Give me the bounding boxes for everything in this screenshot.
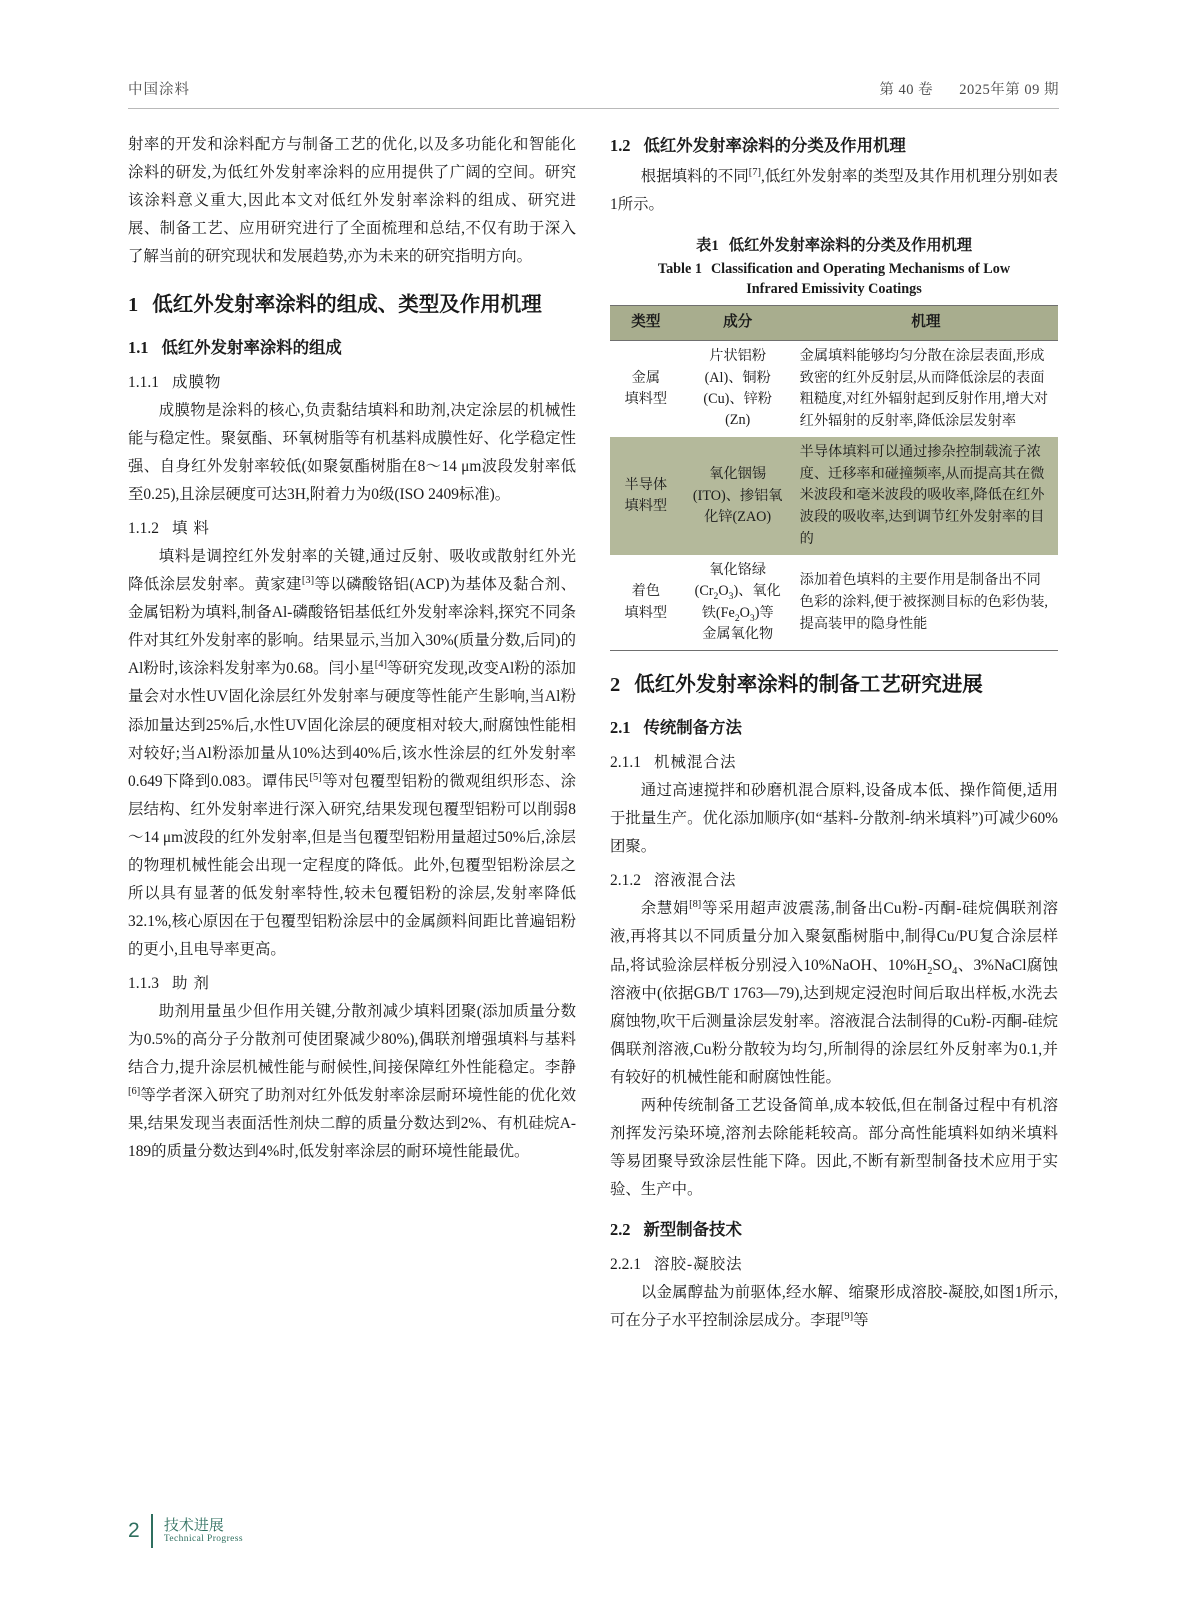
cell-mechanism: 金属填料能够均匀分散在涂层表面,形成致密的红外反射层,从而降低涂层的表面粗糙度,对红外辐射起到反射作用,增大对红外辐射的反射率,降低涂层发射率 — [799, 347, 1048, 429]
journal-name: 中国涂料 — [128, 82, 190, 98]
table-row — [610, 437, 1058, 555]
table-title-en-line1: Classification and Operating Mechanisms of Low — [710, 260, 1011, 277]
right-column — [610, 131, 1058, 1335]
classification-table — [610, 305, 1058, 651]
table-title-en-line2: Infrared Emissivity Coatings — [746, 280, 922, 297]
issue-info — [857, 78, 1059, 99]
section-title: 低红外发射率涂料的组成、类型及作用机理 — [152, 294, 542, 317]
subsection-heading-2-2 — [610, 1215, 1058, 1245]
footer-section-cn: 技术进展 — [163, 1516, 224, 1534]
volume-label: 第 40 卷 — [879, 82, 934, 98]
subsubsection-heading-1-1-2 — [128, 515, 576, 543]
table-header-row — [610, 306, 1058, 341]
subsubsection-heading-2-1-2 — [610, 867, 1058, 895]
subsubsection-heading-1-1-3 — [128, 970, 576, 998]
cell-composition: 氧化铟锡 (ITO)、掺铝氧 化锌(ZAO) — [682, 437, 794, 555]
subsection-heading-1-1 — [128, 333, 576, 363]
table-title-cn: 低红外发射率涂料的分类及作用机理 — [728, 236, 972, 254]
footer-section-en: Technical Progress — [163, 1533, 243, 1544]
paragraph-additive: 助剂用量虽少但作用关键,分散剂减少填料团聚(添加质量分数为0.5%的高分子分散剂可使团聚减少80%),偶联剂增强填料与基料结合力,提升涂层机械性能与耐候性,间接保障红外性能稳定。李静[6]等学者深入研究了助剂对红外低发射率涂层耐环境性能的优化效果,结果发现当表面活性剂炔二醇的质量分数达到2%、有机硅烷A-189的质量分数达到4%时,低发射率涂层的耐环境性能最优。 — [128, 1002, 576, 1161]
column-header-type: 类型 — [610, 306, 682, 341]
subsection-number: 1.2 — [610, 136, 631, 155]
footer-section — [164, 1517, 243, 1546]
table-row — [610, 340, 1058, 437]
subsubsection-title: 溶胶-凝胶法 — [654, 1255, 743, 1273]
section-number: 1 — [128, 294, 139, 317]
paragraph-film-former: 成膜物是涂料的核心,负责黏结填料和助剂,决定涂层的机械性能与稳定性。聚氨酯、环氧树脂等有机基料成膜性好、化学稳定性强、自身红外发射率较低(如聚氨酯树脂在8～14 μm波段发射率低至0.25),且涂层硬度可达3H,附着力为0级(ISO 2409标准)。 — [128, 401, 576, 504]
subsection-title: 传统制备方法 — [643, 718, 742, 738]
subsubsection-number: 1.1.3 — [128, 974, 159, 992]
paragraph-solution-mixing: 余慧娟[8]等采用超声波震荡,制备出Cu粉-丙酮-硅烷偶联剂溶液,再将其以不同质量分加入聚氨酯树脂中,制得Cu/PU复合涂层样品,将试验涂层样板分别浸入10%NaOH、$10\%H_2SO_4$、3%NaCl腐蚀溶液中(依据GB/T 1763—79),达到规定浸泡时间后取出样板,水洗去腐蚀物,吹干后测量涂层发射率。溶液混合法制得的Cu粉-丙酮-硅烷偶联剂溶液,Cu粉分散较为均匀,所制得的涂层红外反射率为0.1,并有较好的机械性能和耐腐蚀性能。 — [610, 899, 1058, 1086]
page-number: 2 — [128, 1519, 140, 1542]
section-title: 低红外发射率涂料的制备工艺研究进展 — [634, 674, 983, 697]
cell-composition: 片状铝粉 (Al)、铜粉 (Cu)、锌粉 (Zn) — [703, 348, 772, 429]
subsubsection-number: 2.1.2 — [610, 872, 641, 890]
cell-type: 半导体 填料型 — [610, 437, 682, 555]
footer-divider — [151, 1514, 153, 1548]
paragraph-classification-intro: 根据填料的不同[7],低红外发射率的类型及其作用机理分别如表1所示。 — [610, 166, 1058, 213]
subsection-number: 1.1 — [128, 337, 149, 357]
page-footer — [128, 1514, 243, 1548]
table-head — [610, 306, 1058, 341]
subsubsection-number: 2.1.1 — [610, 753, 641, 771]
subsubsection-number: 1.1.2 — [128, 520, 159, 538]
section-heading-2 — [610, 670, 1058, 702]
paragraph-mechanical-mixing: 通过高速搅拌和砂磨机混合原料,设备成本低、操作简便,适用于批量生产。优化添加顺序(如“基料-分散剂-纳米填料”)可减少60%团聚。 — [610, 782, 1058, 856]
subsection-number: 2.2 — [610, 1219, 631, 1239]
subsection-heading-2-1 — [610, 713, 1058, 743]
cell-type: 金属 填料型 — [624, 369, 668, 408]
two-column-body — [128, 131, 1059, 1335]
subsection-title: 低红外发射率涂料的分类及作用机理 — [643, 136, 906, 155]
subsubsection-title: 机械混合法 — [654, 753, 737, 771]
subsubsection-title: 填 料 — [172, 520, 210, 538]
running-head — [128, 78, 1059, 109]
subsubsection-title: 成膜物 — [172, 373, 222, 391]
cell-type: 着色 填料型 — [610, 555, 682, 651]
left-column — [128, 131, 576, 1335]
table-label-cn: 表1 — [696, 236, 719, 254]
section-number: 2 — [610, 674, 621, 697]
subsubsection-heading-2-2-1 — [610, 1251, 1058, 1279]
subsubsection-heading-2-1-1 — [610, 749, 1058, 777]
subsection-title: 新型制备技术 — [643, 1219, 742, 1239]
table-body — [610, 340, 1058, 650]
table-caption-en — [610, 259, 1058, 299]
subsubsection-heading-1-1-1 — [128, 369, 576, 397]
cell-composition: 氧化铬绿 $(Cr_2O_3)$、氧化 铁$(Fe_2O_3)$等 金属氧化物 — [682, 555, 794, 651]
cell-mechanism: 半导体填料可以通过掺杂控制载流子浓度、迁移率和碰撞频率,从而提高其在微米波段和毫米波段的吸收率,降低在红外波段的吸收率,达到调节红外发射率的目的 — [794, 437, 1058, 555]
subsubsection-number: 2.2.1 — [610, 1255, 641, 1273]
subsection-title: 低红外发射率涂料的组成 — [161, 337, 342, 357]
paragraph-filler: 填料是调控红外发射率的关键,通过反射、吸收或散射红外光降低涂层发射率。黄家建[3]等以磷酸铬铝(ACP)为基体及黏合剂、金属铝粉为填料,制备Al-磷酸铬铝基低红外发射率涂料,探究不同条件对其红外发射率的影响。结果显示,当加入30%(质量分数,后同)的Al粉时,该涂料发射率为0.68。闫小星[4]等研究发现,改变Al粉的添加量会对水性UV固化涂层红外发射率与硬度等性能产生影响,当Al粉添加量达到25%后,水性UV固化涂层的硬度相对较大,耐腐蚀性能相对较好;当Al粉添加量从10%达到40%后,该水性涂层的红外发射率0.649下降到0.083。谭伟民[5]等对包覆型铝粉的微观组织形态、涂层结构、红外发射率进行深入研究,结果发现包覆型铝粉可以削弱8～14 μm波段的红外发射率,但是当包覆型铝粉用量超过50%后,涂层的物理机械性能会出现一定程度的降低。此外,包覆型铝粉涂层之所以具有显著的低发射率特性,较未包覆铝粉的涂层,发射率降低32.1%,核心原因在于包覆型铝粉涂层中的金属颜料间距比普遍铝粉的更小,且电导率更高。 — [128, 548, 576, 958]
subsubsection-number: 1.1.1 — [128, 373, 159, 391]
subsubsection-title: 溶液混合法 — [654, 872, 737, 890]
paragraph-sol-gel: 以金属醇盐为前驱体,经水解、缩聚形成溶胶-凝胶,如图1所示,可在分子水平控制涂层成分。李琨[9]等 — [610, 1283, 1058, 1329]
column-header-mechanism: 机理 — [794, 306, 1058, 341]
table-label-en: Table 1 — [657, 260, 702, 277]
subsection-number: 2.1 — [610, 718, 631, 738]
cell-mechanism: 添加着色填料的主要作用是制备出不同色彩的涂料,便于被探测目标的色彩伪装,提高装甲的隐身性能 — [794, 555, 1058, 651]
table-row — [610, 555, 1058, 651]
paragraph-continued: 射率的开发和涂料配方与制备工艺的优化,以及多功能化和智能化涂料的研发,为低红外发射率涂料的应用提供了广阔的空间。研究该涂料意义重大,因此本文对低红外发射率涂料的组成、研究进展、制备工艺、应用研究进行了全面梳理和总结,不仅有助于深入了解当前的研究现状和发展趋势,亦为未来的研究指明方向。 — [128, 136, 576, 266]
section-heading-1 — [128, 290, 576, 322]
column-header-composition: 成分 — [682, 306, 794, 341]
subsubsection-title: 助 剂 — [172, 974, 210, 992]
table-caption-cn — [610, 235, 1058, 258]
subsection-heading-1-2 — [610, 131, 1058, 161]
paragraph-traditional-summary: 两种传统制备工艺设备简单,成本较低,但在制备过程中有机溶剂挥发污染环境,溶剂去除能耗较高。部分高性能填料如纳米填料等易团聚导致涂层性能下降。因此,不断有新型制备技术应用于实验、生产中。 — [610, 1096, 1058, 1198]
issue-label: 2025年第 09 期 — [959, 82, 1059, 98]
